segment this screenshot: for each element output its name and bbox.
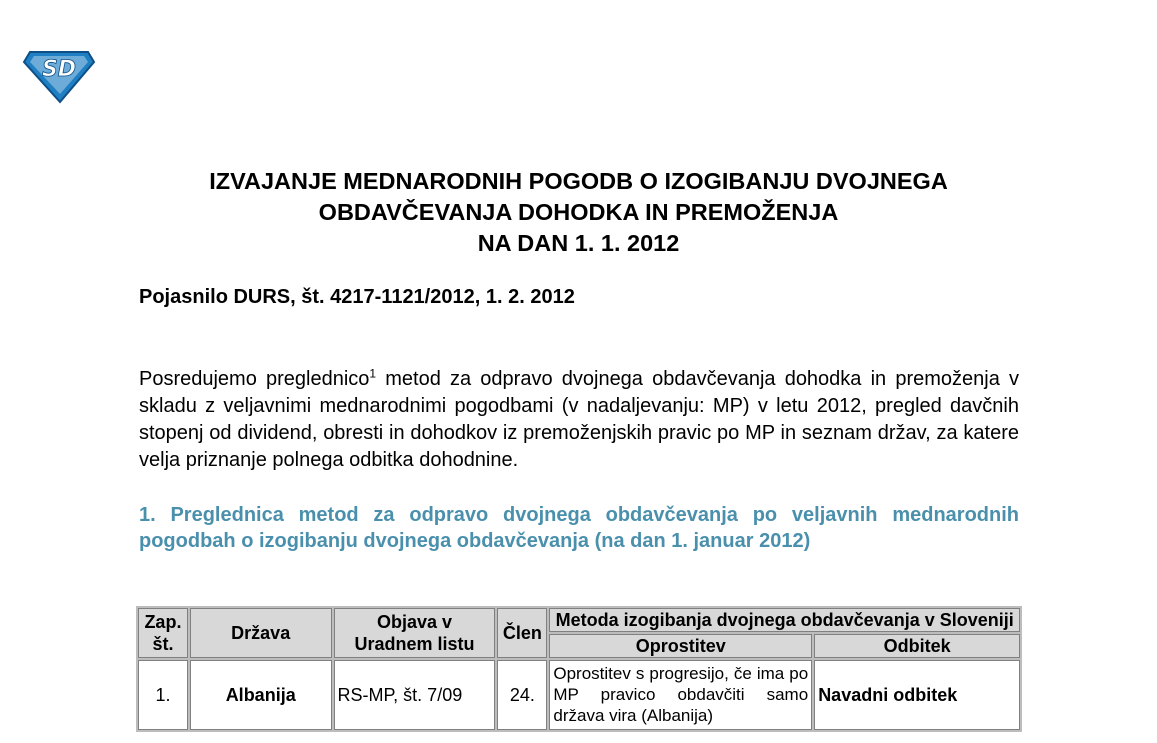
methods-table <box>136 606 1022 732</box>
cell-num: 1. <box>138 660 188 730</box>
header-publication: Objava v Uradnem listu <box>334 608 496 658</box>
title-line-2: OBDAVČEVANJA DOHODKA IN PREMOŽENJA <box>318 199 839 225</box>
header-article: Člen <box>497 608 547 658</box>
header-method-group: Metoda izogibanja dvojnega obdavčevanja v Sloveniji <box>549 608 1020 632</box>
footnote-marker[interactable]: 1 <box>369 366 377 381</box>
logo-text: SD <box>41 57 77 82</box>
cell-article: 24. <box>497 660 547 730</box>
header-country: Država <box>190 608 332 658</box>
intro-text-start: Posredujemo preglednico <box>139 368 370 390</box>
cell-deduction: Navadni odbitek <box>814 660 1020 730</box>
table-row <box>138 660 1020 730</box>
cell-exemption: Oprostitev s progresijo, če ima po MP pravico obdavčiti samo država vira (Albanija) <box>549 660 812 730</box>
document-title <box>0 166 1157 259</box>
cell-publication: RS-MP, št. 7/09 <box>334 660 496 730</box>
title-line-3: NA DAN 1. 1. 2012 <box>477 230 680 256</box>
intro-text-rest: metod za odpravo dvojnega obdavčevanja dohodka in premoženja v skladu z veljavnimi mednarodnimi pogodbami (v nadaljevanju: MP) v letu 2012, pregled davčnih stopenj od dividend, obresti in dohodkov iz premoženjskih pravic po MP in seznam držav, za katere velja priznanje polnega odbitka dohodnine. <box>139 368 1019 471</box>
title-line-1: IZVAJANJE MEDNARODNIH POGODB O IZOGIBANJU DVOJNEGA <box>209 168 948 194</box>
durs-logo-icon <box>22 48 96 104</box>
header-num: Zap. št. <box>138 608 188 658</box>
header-exemption: Oprostitev <box>549 634 812 658</box>
cell-country: Albanija <box>190 660 332 730</box>
header-deduction: Odbitek <box>814 634 1020 658</box>
section-heading: 1. Preglednica metod za odpravo dvojnega obdavčevanja po veljavnih mednarodnih pogodbah o izogibanju dvojnega obdavčevanja (na dan 1. januar 2012) <box>139 504 1019 552</box>
intro-paragraph <box>139 366 1019 474</box>
document-reference: Pojasnilo DURS, št. 4217-1121/2012, 1. 2. 2012 <box>139 286 575 308</box>
